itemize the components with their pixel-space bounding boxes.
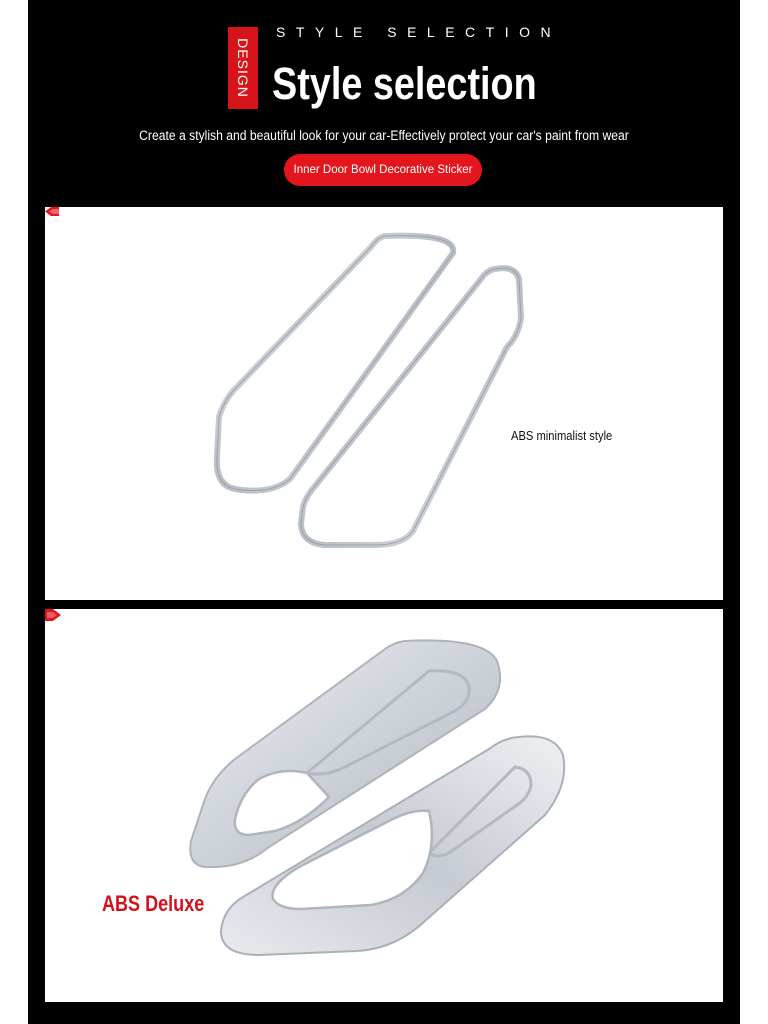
pointer-arrow-icon [45, 207, 59, 216]
product-pill-badge: Inner Door Bowl Decorative Sticker [284, 154, 482, 186]
deluxe-covers-image [45, 609, 723, 1002]
minimalist-frames-image [45, 207, 723, 600]
deluxe-style-label: ABS Deluxe [102, 891, 205, 916]
product-page [28, 0, 740, 1024]
pointer-arrow-icon [45, 609, 61, 621]
design-tag [228, 27, 258, 109]
minimalist-style-label: ABS minimalist style [511, 428, 613, 443]
design-tag-label: DESIGN [235, 38, 251, 98]
style-panel-minimalist [45, 207, 723, 600]
style-panel-deluxe [45, 609, 723, 1002]
eyebrow-text: STYLE SELECTION [276, 24, 562, 40]
header-banner [28, 0, 740, 207]
outline-frame-left [217, 236, 453, 491]
page-subtitle: Create a stylish and beautiful look for your car-Effectively protect your car's paint from wear [139, 128, 629, 143]
page-title: Style selection [272, 58, 537, 109]
